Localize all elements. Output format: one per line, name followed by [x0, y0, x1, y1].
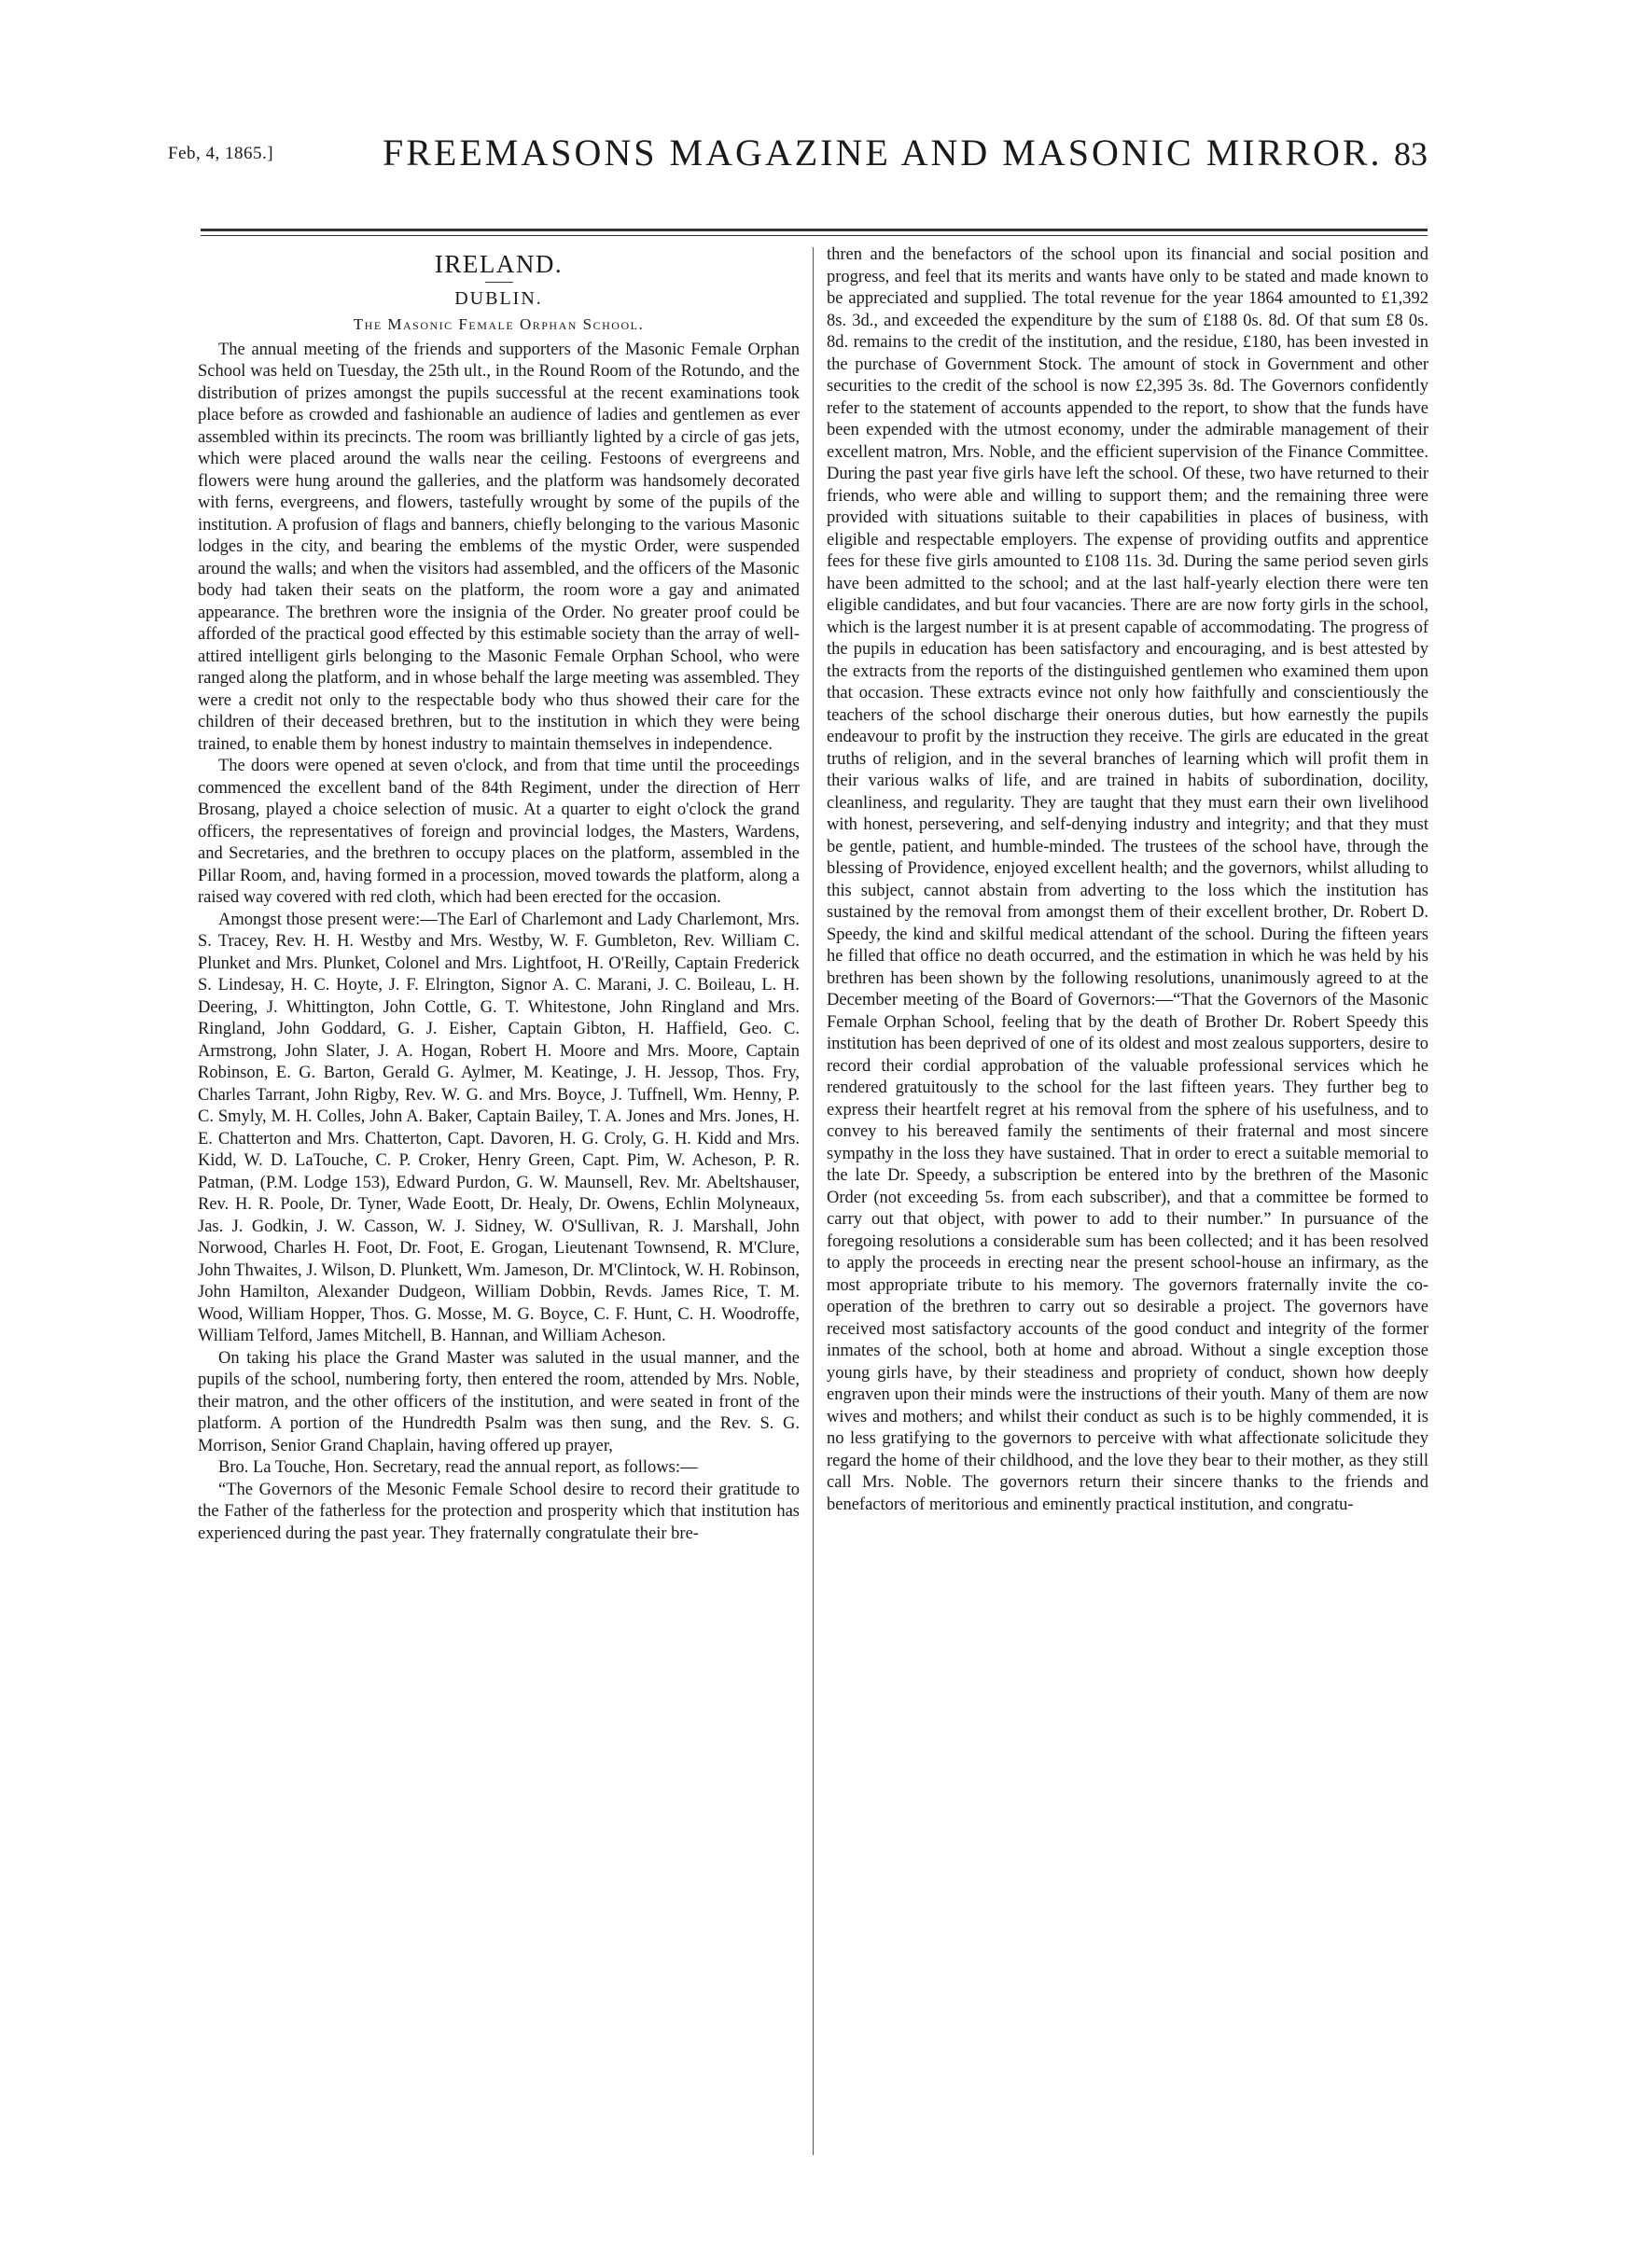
article-paragraph: The annual meeting of the friends and supporters of the Masonic Female Orphan School was held on Tuesday, the 25th ult., in the Round Room of the Rotundo, and the distribution of prizes amongst the pupils successful at the recent examinations took place before as crowded and fashionable an audience of ladies and gentlemen as ever assembled within its precincts. The room was brilliantly lighted by a circle of gas jets, which were placed around the walls near the ceiling. Festoons of evergreens and flowers were hung around the galleries, and the platform was handsomely decorated with ferns, evergreens, and flowers, tastefully wrought by some of the pupils of the institution. A profusion of flags and banners, chiefly belonging to the various Masonic lodges in the city, and bearing the emblems of the mystic Order, were suspended around the walls; and when the visitors had assembled, and the officers of the Masonic body had taken their seats on the platform, the room wore a gay and animated appearance. The brethren wore the insignia of the Order. No greater proof could be afforded of the practical good effected by this estimable society than the array of well-attired intelligent girls belonging to the Masonic Female Orphan School, who were ranged along the platform, and in whose behalf the large meeting was assembled. They were a credit not only to the respectable body who thus showed their care for the children of their deceased brethren, but to the institution in which they were being trained, to enable them by honest industry to maintain themselves in independence.: [198, 340, 800, 754]
article-paragraph: thren and the benefactors of the school upon its financial and social position and progress, and feel that its merits and wants have only to be stated and made known to be appreciated and supplied. The total revenue for the year 1864 amounted to £1,392 8s. 3d., and exceeded the expenditure by the sum of £188 0s. 8d. Of that sum £8 0s. 8d. remains to the credit of the institution, and the residue, £180, has been invested in the purchase of Government Stock. The amount of stock in Government and other securities to the credit of the school is now £2,395 3s. 8d. The Governors confidently refer to the statement of accounts appended to the report, to show that the funds have been expended with the utmost economy, under the admirable management of their excellent matron, Mrs. Noble, and the efficient supervision of the Finance Committee. During the past year five girls have left the school. Of these, two have returned to their friends, who were able and willing to support them; and the remaining three were provided with situations suitable to their capabilities in places of business, with eligible and respectable employers. The expense of providing outfits and apprentice fees for these five girls amounted to £108 11s. 3d. During the same period seven girls have been admitted to the school; and at the last half-yearly election there were ten eligible candidates, and but four vacancies. There are are now forty girls in the school, which is the largest number it is at present capable of accommodating. The progress of the pupils in education has been satisfactory and encouraging, and is best attested by the extracts from the reports of the distinguished gentlemen who examined them upon that occasion. These extracts evince not only how faithfully and conscientiously the teachers of the school discharge their onerous duties, but how earnestly the pupils endeavour to profit by the instruction they receive. The girls are educated in the great truths of religion, and in the several branches of learning which will profit them in their various walks of life, and are trained in habits of subordination, docility, cleanliness, and regularity. They are taught that they must earn their own livelihood with honest, persevering, and self-denying industry and integrity; and that they must be gentle, patient, and humble-minded. The trustees of the school have, through the blessing of Providence, enjoyed excellent health; and the governors, whilst alluding to this subject, cannot abstain from adverting to the loss which the institution has sustained by the removal from amongst them of their excellent brother, Dr. Robert D. Speedy, the kind and skilful medical attendant of the school. During the fifteen years he filled that office no death occurred, and the estimation in which he was held by his brethren has been shown by the following resolutions, unanimously agreed to at the December meeting of the Board of Governors:—“That the Governors of the Masonic Female Orphan School, feeling that by the death of Brother Dr. Robert Speedy this institution has been deprived of one of its oldest and most zealous supporters, desire to record their cordial approbation of the valuable professional services which he rendered gratuitously to the school for the last fifteen years. They further beg to express their heartfelt regret at his removal from the sphere of his usefulness, and to convey to his bereaved family the sentiments of their fraternal and most sincere sympathy in the loss they have sustained. That in order to erect a suitable memorial to the late Dr. Speedy, a subscription be entered into by the brethren of the Masonic Order (not exceeding 5s. from each subscriber), and that a committee be formed to carry out that object, with power to add to their number.” In pursuance of the foregoing resolutions a considerable sum has been collected; and it has been resolved to apply the proceeds in erecting near the present school-house an infirmary, as the most appropriate tribute to his memory. The governors fraternally invite the co-operation of the brethren to carry out so desirable a project. The governors have received most satisfactory accounts of the good conduct and integrity of the former inmates of the school, both at home and abroad. Without a single exception those young girls have, by their steadiness and propriety of conduct, shown how deeply engraven upon their minds were the instructions of their youth. Many of them are now wives and mothers; and whilst their conduct as such is to be highly commended, it is no less gratifying to the governors to perceive with what affectionate solicitude they regard the home of their childhood, and the love they bear to their mother, as they still call Mrs. Noble. The governors return their sincere thanks to the friends and benefactors of meritorious and eminently practical institution, and congratu-: [827, 245, 1428, 1514]
article-subhead: The Masonic Female Orphan School.: [353, 315, 645, 333]
article-paragraph: Amongst those present were:—The Earl of Charlemont and Lady Charlemont, Mrs. S. Tracey, Rev. H. H. Westby and Mrs. Westby, W. F. Gumbleton, Rev. William C. Plunket and Mrs. Plunket, Colonel and Mrs. Lightfoot, H. O'Reilly, Captain Frederick S. Lindesay, H. C. Hoyte, J. F. Elrington, Signor A. C. Marani, J. C. Boileau, L. H. Deering, J. Whittington, John Cottle, G. T. Whitestone, John Ringland and Mrs. Ringland, John Goddard, G. J. Eisher, Captain Gibton, H. Haffield, Geo. C. Armstrong, John Slater, J. A. Hogan, Robert H. Moore and Mrs. Moore, Captain Robinson, E. G. Barton, Gerald G. Aylmer, M. Keatinge, J. H. Jessop, Thos. Fry, Charles Tarrant, John Rigby, Rev. W. G. and Mrs. Boyce, J. Tuffnell, Wm. Henny, P. C. Smyly, M. H. Colles, John A. Baker, Captain Bailey, T. A. Jones and Mrs. Jones, H. E. Chatterton and Mrs. Chatterton, Capt. Davoren, H. G. Croly, G. H. Kidd and Mrs. Kidd, W. D. LaTouche, C. P. Croker, Henry Green, Capt. Pim, W. Acheson, P. R. Patman, (P.M. Lodge 153), Edward Purdon, G. W. Maunsell, Rev. Mr. Abeltshauser, Rev. H. R. Poole, Dr. Tyner, Wade Eoott, Dr. Healy, Dr. Owens, Echlin Molyneaux, Jas. J. Godkin, J. W. Casson, W. J. Sidney, W. O'Sullivan, R. J. Marshall, John Norwood, Charles H. Foot, Dr. Foot, E. Grogan, Lieutenant Townsend, R. M'Clure, John Thwaites, J. Wilson, D. Plunkett, Wm. Jameson, Dr. M'Clintock, W. H. Robinson, John Hamilton, Alexander Dudgeon, William Dobbin, Revds. James Rice, T. M. Wood, William Hopper, Thos. G. Mosse, M. G. Boyce, C. F. Hunt, C. H. Woodroffe, William Telford, James Mitchell, B. Hannan, and William Acheson.: [198, 910, 800, 1345]
article-paragraph: On taking his place the Grand Master was saluted in the usual manner, and the pupils of the school, numbering forty, then entered the room, attended by Mrs. Noble, their matron, and the other officers of the institution, and were seated in front of the platform. A portion of the Hundredth Psalm was then sung, and the Rev. S. G. Morrison, Senior Grand Chaplain, having offered up prayer,: [198, 1348, 800, 1455]
article-paragraph: “The Governors of the Mesonic Female School desire to record their gratitude to the Father of the fatherless for the protection and prosperity which that institution has experienced during the past year. They fraternally congratulate their bre-: [198, 1480, 800, 1543]
header-rule-thin: [201, 235, 1428, 236]
section-title: IRELAND.: [434, 250, 564, 278]
subsection-title: DUBLIN.: [454, 287, 543, 309]
right-column: [827, 244, 1428, 1516]
article-paragraph: Bro. La Touche, Hon. Secretary, read the annual report, as follows:—: [218, 1458, 698, 1477]
title-separator: [485, 282, 513, 283]
masthead-title: FREEMASONS MAGAZINE AND MASONIC MIRROR.: [383, 132, 1383, 174]
issue-date: Feb, 4, 1865.]: [168, 144, 274, 163]
left-column: [198, 244, 800, 1545]
article-paragraph: The doors were opened at seven o'clock, and from that time until the proceedings commenced the excellent band of the 84th Regiment, under the direction of Herr Brosang, played a choice selection of music. At a quarter to eight o'clock the grand officers, the representatives of foreign and provincial lodges, the Masters, Wardens, and Secretaries, and the brethren to occupy places on the platform, assembled in the Pillar Room, and, having formed in a procession, moved towards the platform, along a raised way covered with red cloth, which had been erected for the occasion.: [198, 757, 800, 907]
header-rule-thick: [201, 229, 1428, 231]
page-number: 83: [1394, 135, 1428, 173]
column-divider: [813, 247, 814, 2155]
page-header: [168, 131, 1428, 187]
